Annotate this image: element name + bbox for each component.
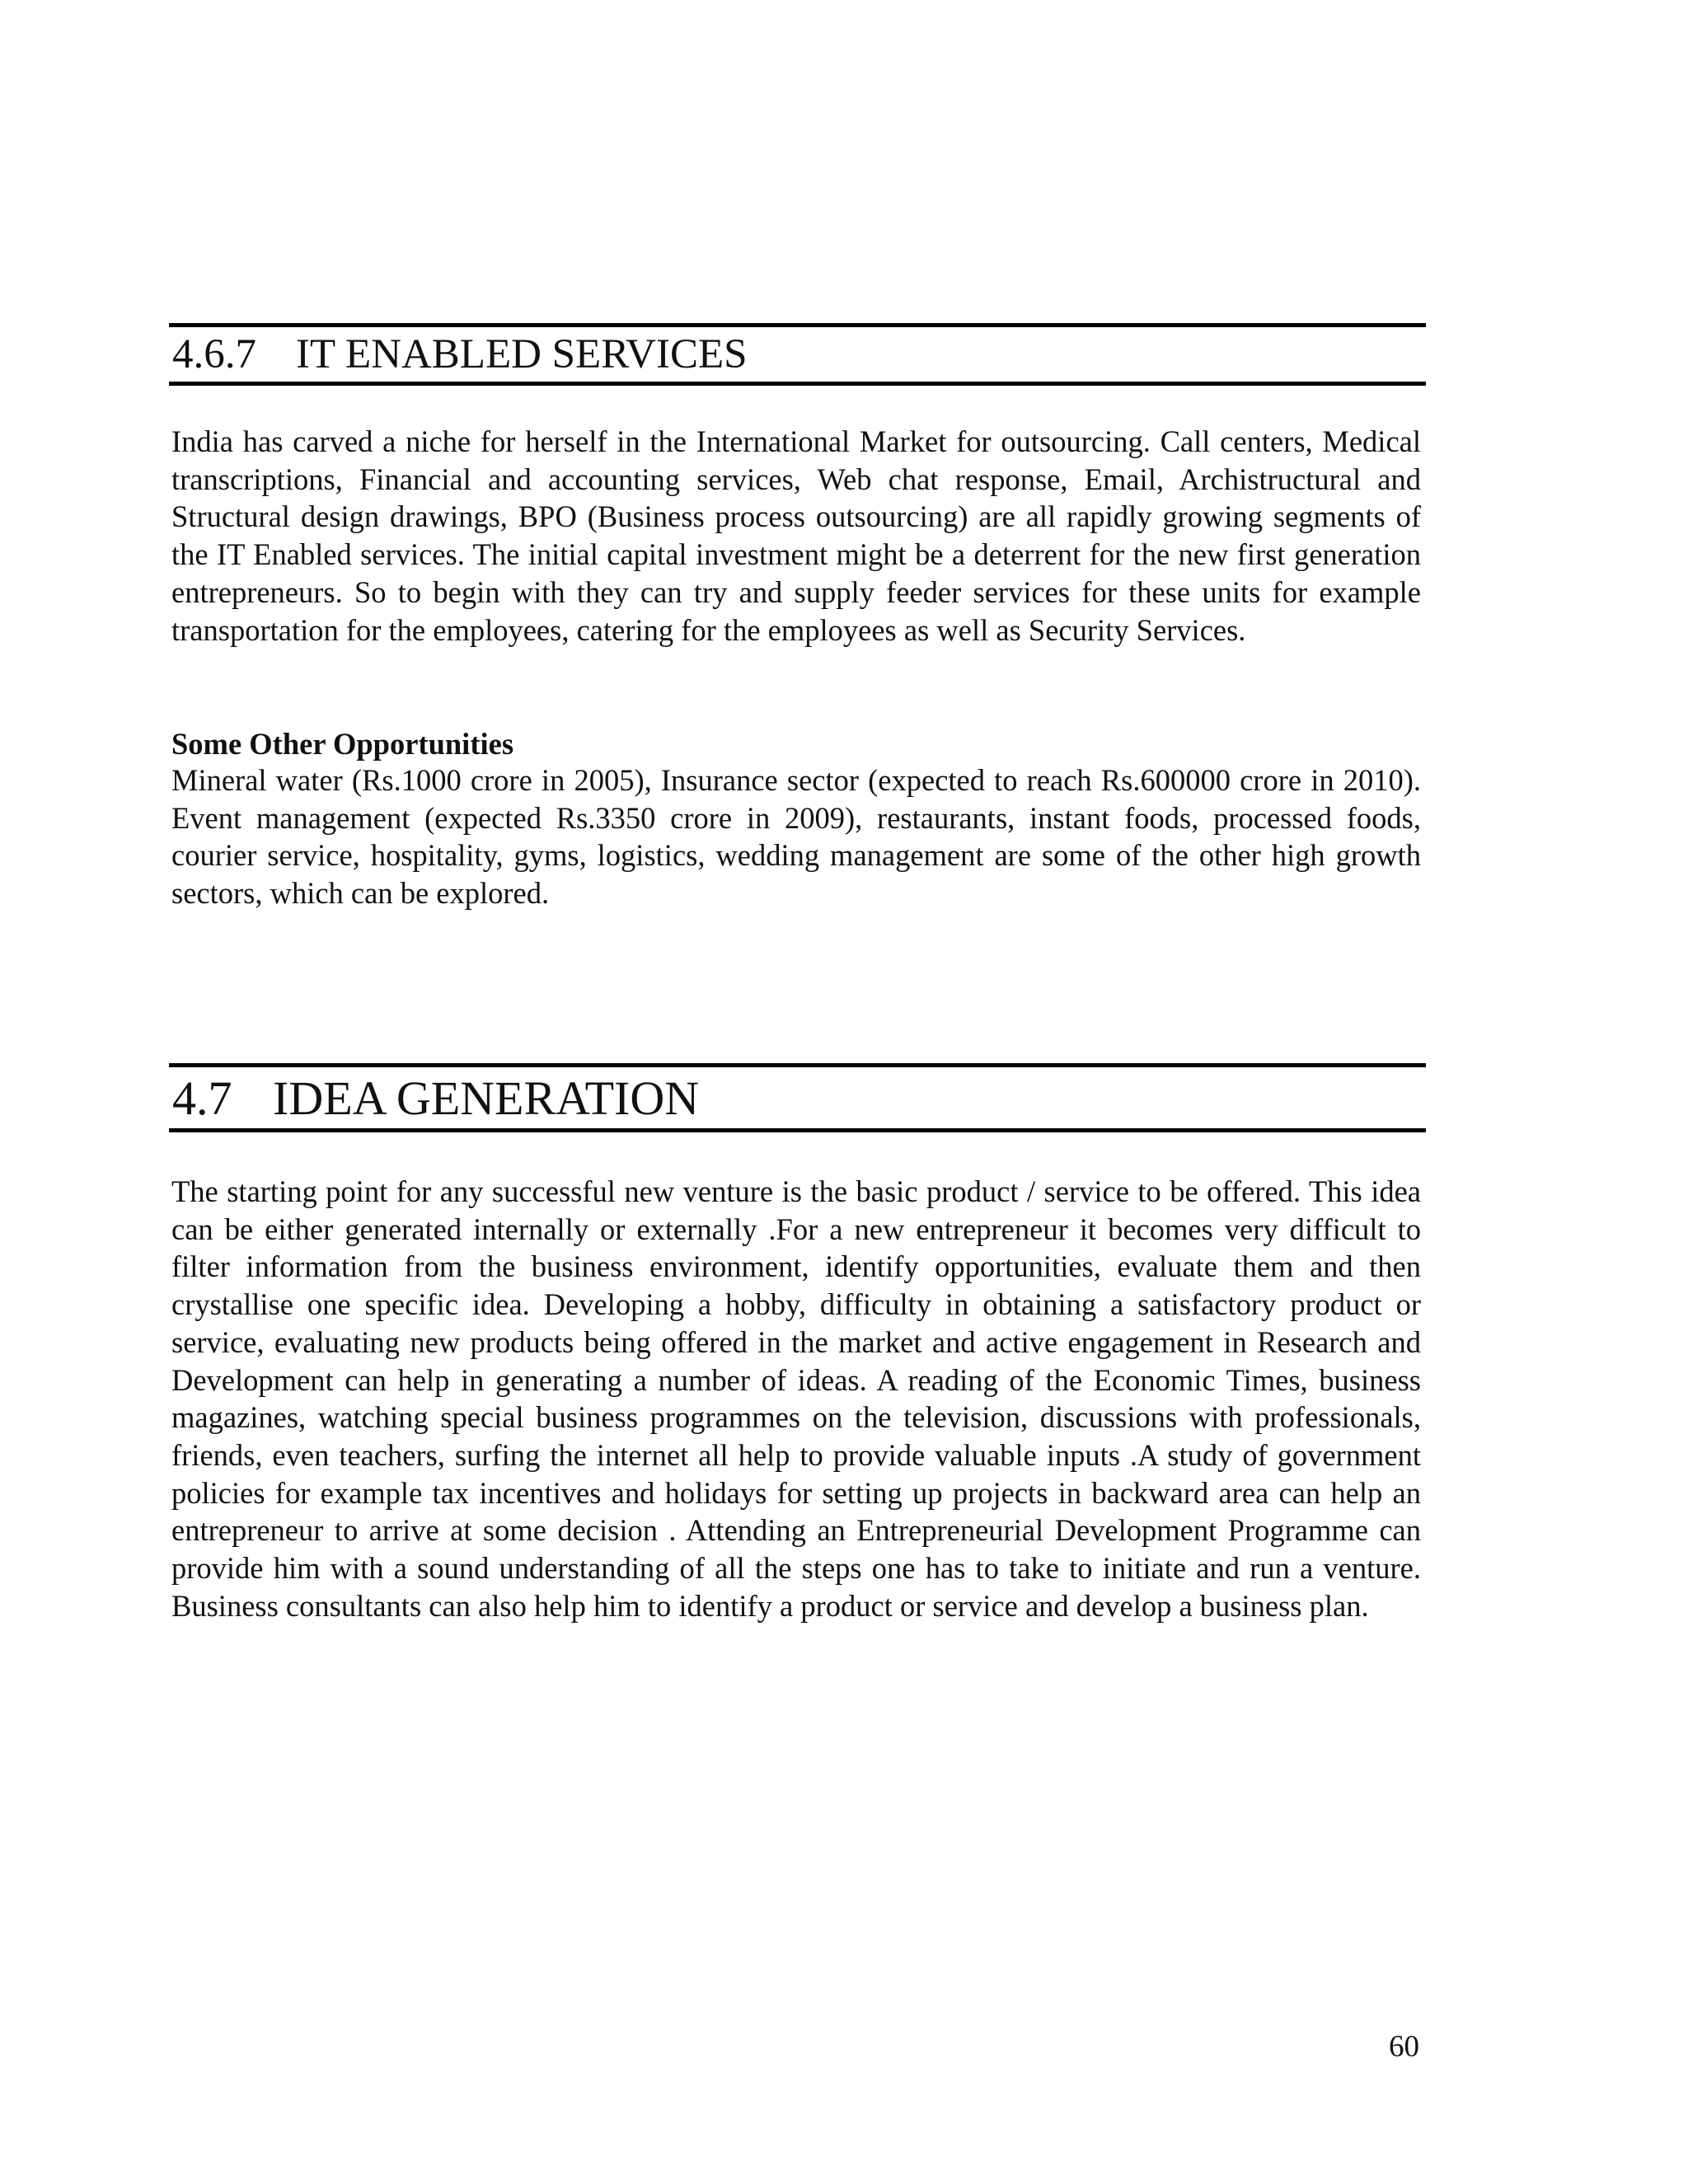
subheading: Some Other Opportunities (171, 727, 514, 761)
section-number: 4.7 (172, 1071, 232, 1125)
section-heading-idea-generation (169, 1063, 1426, 1132)
section-paragraph: The starting point for any successful new venture is the basic product / service to be offered. This idea can be either generated internally or externally .For a new entrepreneur it becomes very difficult to filter information from the business environment, identify opportunities, evaluate them and then crystallise one specific idea. Developing a hobby, difficulty in obtaining a satisfactory product or service, evaluating new products being offered in the market and active engagement in Research and Development can help in generating a number of ideas. A reading of the Economic Times, business magazines, watching special business programmes on the television, discussions with professionals, friends, even teachers, surfing the internet all help to provide valuable inputs .A study of government policies for example tax incentives and holidays for setting up projects in backward area can help an entrepreneur to arrive at some decision . Attending an Entrepreneurial Development Programme can provide him with a sound understanding of all the steps one has to take to initiate and run a venture. Business consultants can also help him to identify a product or service and develop a business plan. (171, 1174, 1421, 1623)
heading-bar (169, 1063, 1426, 1132)
section-number: 4.6.7 (172, 331, 256, 377)
section-title: IT ENABLED SERVICES (296, 331, 748, 377)
section-paragraph: India has carved a niche for herself in the International Market for outsourcing. Call centers, Medical transcriptions, Financial and accounting services, Web chat response, Email, Archistructural and Structural design drawings, BPO (Business process outsourcing) are all rapidly growing segments of the IT Enabled services. The initial capital investment might be a deterrent for the new first generation entrepreneurs. So to begin with they can try and supply feeder services for these units for example transportation for the employees, catering for the employees as well as Security Services. (171, 424, 1421, 647)
section-heading-it-enabled-services (169, 323, 1426, 386)
section-paragraph: Mineral water (Rs.1000 crore in 2005), Insurance sector (expected to reach Rs.600000 crore in 2010). Event management (expected Rs.3350 crore in 2009), restaurants, instant foods, processed foods, courier service, hospitality, gyms, logistics, wedding management are some of the other high growth sectors, which can be explored. (171, 763, 1421, 911)
section-title: IDEA GENERATION (273, 1071, 700, 1125)
heading-bar (169, 323, 1426, 386)
page-number: 60 (1389, 2030, 1419, 2064)
